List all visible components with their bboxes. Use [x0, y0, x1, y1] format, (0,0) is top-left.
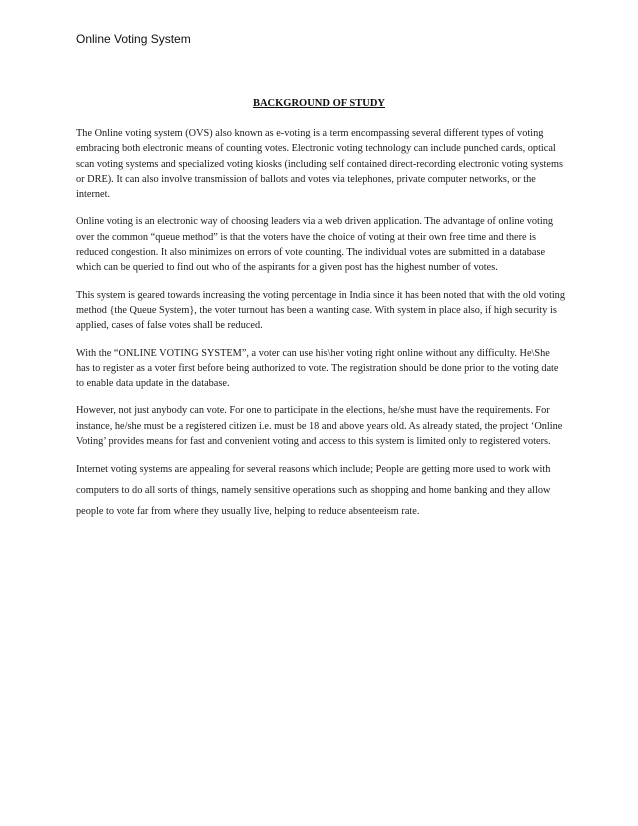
running-header: Online Voting System [76, 32, 191, 46]
section-heading: BACKGROUND OF STUDY [252, 98, 386, 109]
paragraph-voting-percentage: This system is geared towards increasing the voting percentage in India since it has been noted that with the old voting method {the Queue System}, the voter turnout has been a wanting case. With system in place also, if high security is applied, cases of false votes shall be reduced. [76, 289, 565, 332]
paragraph-voter-registration: With the “ONLINE VOTING SYSTEM”, a voter can use his\her voting right online without any difficulty. He\She has to register as a voter first before being authorized to vote. The registration should be done prior to the voting date to enable data update in the database. [76, 347, 559, 390]
paragraph-internet-voting-appeal: Internet voting systems are appealing for several reasons which include; People are getting more used to work with computers to do all sorts of things, namely sensitive operations such as shopping and home banking and they allow people to vote far from where they usually live, helping to reduce absenteeism rate. [76, 464, 551, 518]
paragraph-voter-requirements: However, not just anybody can vote. For one to participate in the elections, he/she must have the requirements. For instance, he/she must be a registered citizen i.e. must be 18 and above years old. As already stated, the project ‘Online Voting’ provides means for fast and convenient voting and access to this system is limited only to registered voters. [76, 405, 563, 448]
paragraph-online-voting-advantages: Online voting is an electronic way of choosing leaders via a web driven application. The advantage of online voting over the common “queue method” is that the voters have the choice of voting at their own free time and there is reduced congestion. It also minimizes on errors of vote counting. The individual votes are submitted in a database which can be queried to find out who of the aspirants for a given post has the highest number of votes. [76, 216, 554, 274]
paragraph-ovs-definition: The Online voting system (OVS) also known as e-voting is a term encompassing several different types of voting embracing both electronic means of counting votes. Electronic voting technology can include punched cards, optical scan voting systems and specialized voting kiosks (including self contained direct-recording electronic voting systems or DRE). It can also involve transmission of ballots and votes via telephones, private computer networks, or the internet. [76, 128, 563, 201]
document-body [76, 126, 566, 534]
